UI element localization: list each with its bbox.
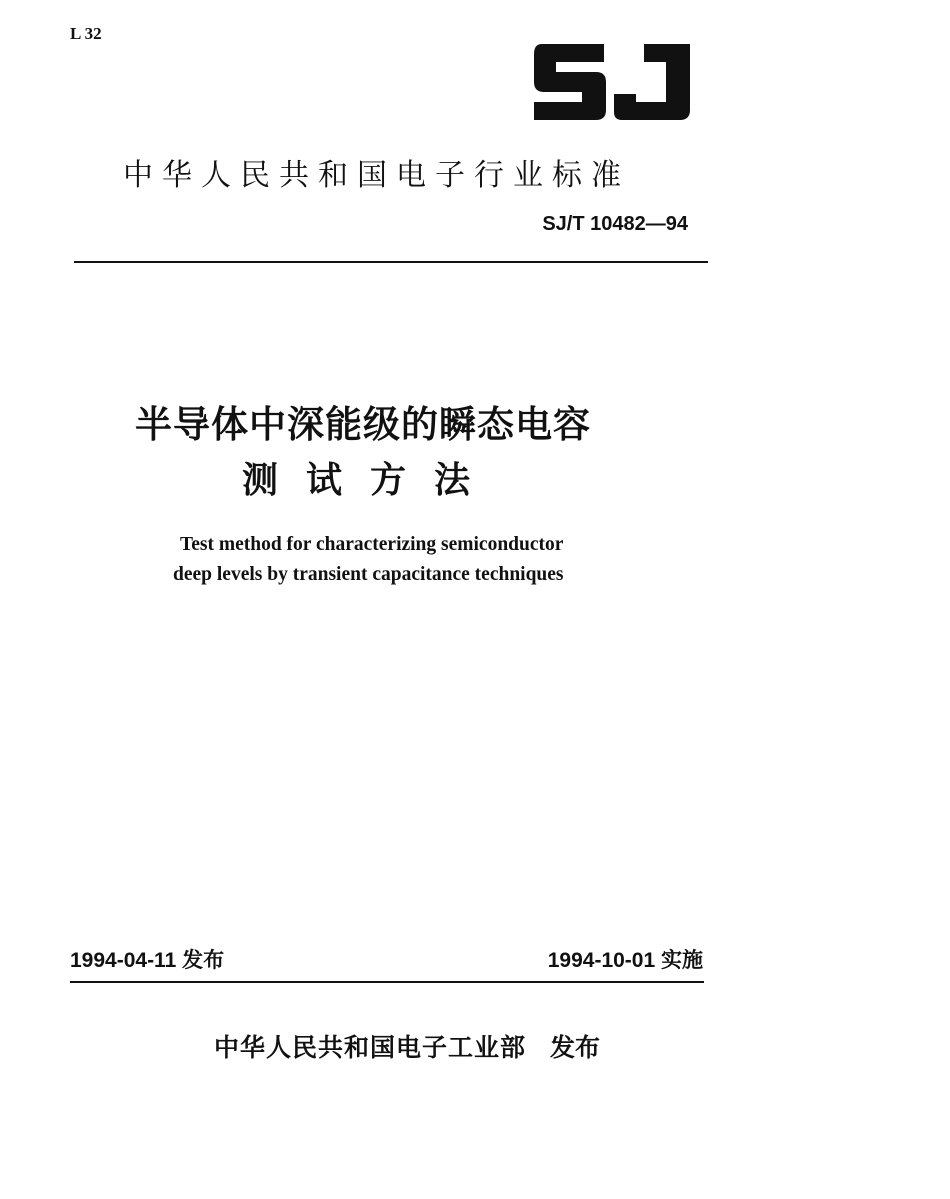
issuer-action: 发布 [550, 1033, 601, 1062]
english-title-line-1: Test method for characterizing semiconductor [180, 534, 564, 555]
header-divider [74, 261, 708, 263]
sj-logo [532, 44, 692, 120]
classification-code: L 32 [70, 24, 102, 43]
chinese-title-line-2: 测试方法 [242, 460, 499, 501]
footer-divider [70, 981, 704, 983]
issuer-line [214, 1028, 600, 1064]
industry-standard-title: 中华人民共和国电子行业标准 [123, 158, 630, 193]
issue-date: 1994-04-11 发布 [70, 949, 225, 972]
chinese-title-line-1: 半导体中深能级的瞬态电容 [135, 403, 591, 446]
english-title-line-2: deep levels by transient capacitance techniques [173, 564, 564, 585]
effective-date: 1994-10-01 实施 [547, 949, 703, 972]
issuer-name: 中华人民共和国电子工业部 [214, 1033, 527, 1062]
standard-number: SJ/T 10482—94 [542, 213, 688, 235]
